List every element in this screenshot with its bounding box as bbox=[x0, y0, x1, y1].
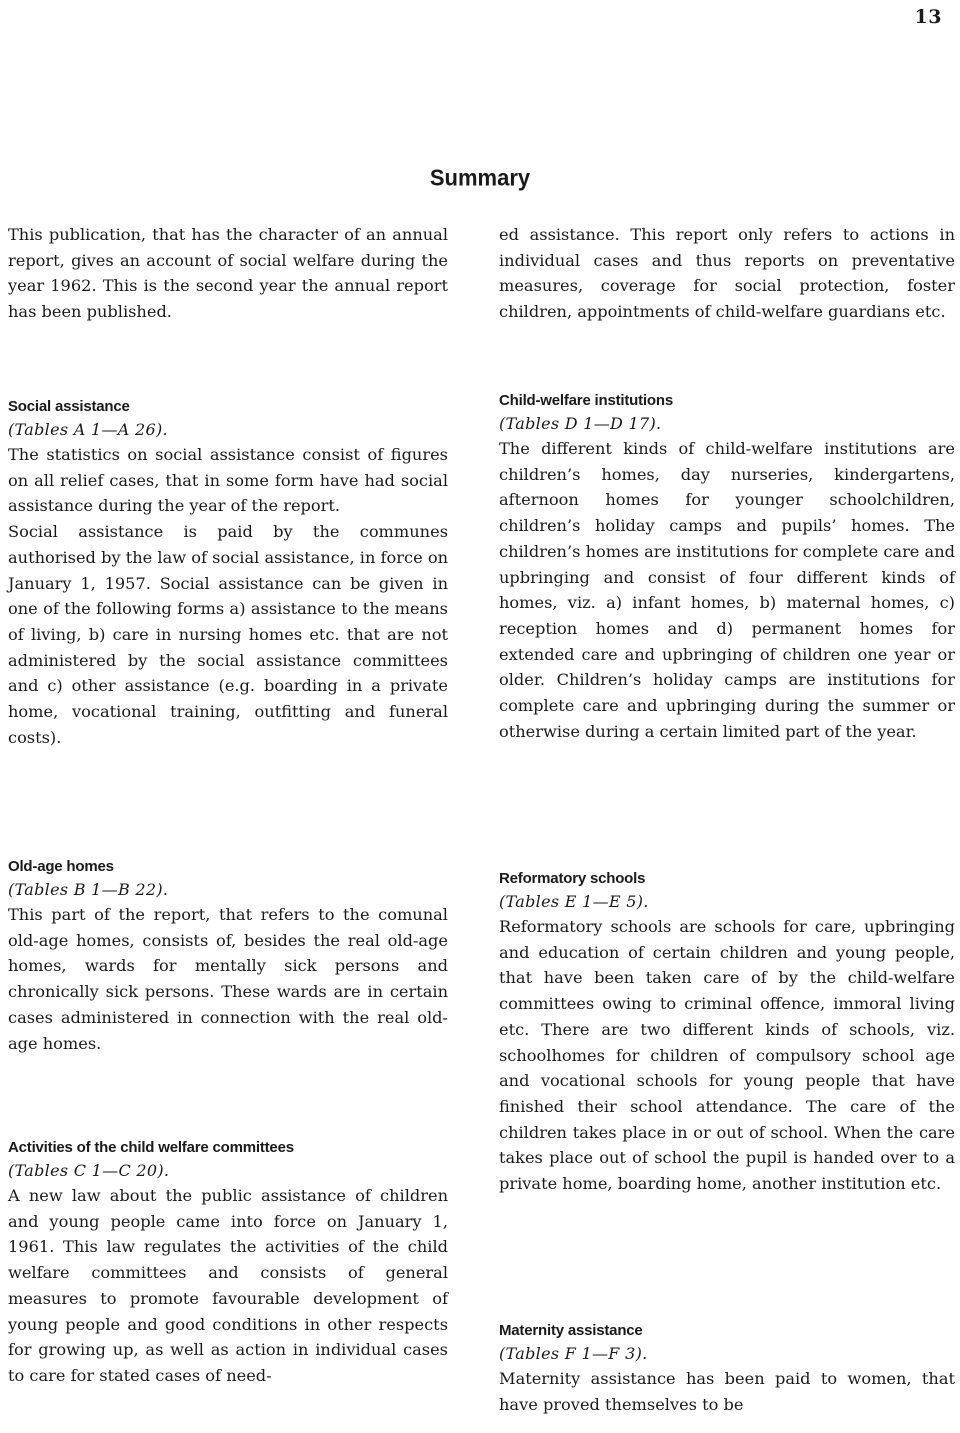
continuation-paragraph: ed assistance. This report only refers to actions in individual cases and thus reports on preventative measures, coverage for social protection, foster children, appointments of child-welfare guardians etc. bbox=[499, 225, 955, 322]
social-assistance-para-2: Social assistance is paid by the communes authorised by the law of social assistance, in force on January 1, 1957. Social assistance can be given in one of the following forms a) assistance to the means of living, b) care in nursing homes etc. that are not administered by the social assistance committees and c) other assistance (e.g. boarding in a private home, vocational training, outfitting and funeral costs). bbox=[8, 522, 448, 747]
maternity-assistance-tables: (Tables F 1—F 3). bbox=[499, 1344, 648, 1363]
old-age-homes-section bbox=[8, 856, 448, 1056]
child-welfare-committees-heading: Activities of the child welfare committees bbox=[8, 1139, 294, 1156]
old-age-homes-para-1: This part of the report, that refers to the comunal old-age homes, consists of, besides the real old-age homes, wards for mentally sick persons and chronically sick persons. These wards are in certain cases administered in connection with the real old-age homes. bbox=[8, 905, 448, 1053]
continuation-section bbox=[499, 222, 955, 325]
social-assistance-section bbox=[8, 396, 448, 750]
child-welfare-institutions-section bbox=[499, 390, 955, 744]
reformatory-schools-para-1: Reformatory schools are schools for care, upbringing and education of certain children and young people, that have been taken care of by the child-welfare committees owing to criminal offence, immoral living etc. There are two different kinds of schools, viz. schoolhomes for children of compulsory school age and vocational schools for young people that have finished their school attendance. The care of the children takes place in or out of school. When the care takes place out of school the pupil is handed over to a private home, boarding home, another institution etc. bbox=[499, 917, 955, 1194]
social-assistance-tables: (Tables A 1—A 26). bbox=[8, 420, 168, 439]
social-assistance-para-1: The statistics on social assistance consist of figures on all relief cases, that in some form have had social assistance during the year of the report. bbox=[8, 445, 448, 516]
intro-section bbox=[8, 222, 448, 325]
maternity-assistance-section bbox=[499, 1320, 955, 1417]
reformatory-schools-section bbox=[499, 868, 955, 1197]
child-welfare-institutions-tables: (Tables D 1—D 17). bbox=[499, 414, 662, 433]
reformatory-schools-heading: Reformatory schools bbox=[499, 870, 646, 887]
child-welfare-committees-tables: (Tables C 1—C 20). bbox=[8, 1161, 170, 1180]
child-welfare-institutions-para-1: The different kinds of child-welfare institutions are children’s homes, day nurseries, kindergartens, afternoon homes for younger schoolchildren, children’s holiday camps and pupils’ homes. The children’s homes are institutions for complete care and upbringing and consist of four different kinds of homes, viz. a) infant homes, b) maternal homes, c) reception homes and d) permanent homes for extended care and upbringing of children one year or older. Children’s holiday camps are institutions for complete care and upbringing during the summer or otherwise during a certain limited part of the year. bbox=[499, 439, 955, 741]
page-title: Summary bbox=[429, 164, 531, 191]
social-assistance-heading: Social assistance bbox=[8, 398, 130, 415]
old-age-homes-tables: (Tables B 1—B 22). bbox=[8, 880, 169, 899]
child-welfare-committees-para-1: A new law about the public assistance of children and young people came into force on January 1, 1961. This law regulates the activities of the child welfare committees and consists of general measures to promote favourable development of young people and good conditions in other respects for growing up, as well as action in individual cases to care for stated cases of need- bbox=[8, 1186, 448, 1385]
child-welfare-committees-section bbox=[8, 1137, 448, 1389]
reformatory-schools-tables: (Tables E 1—E 5). bbox=[499, 892, 649, 911]
child-welfare-institutions-heading: Child-welfare institutions bbox=[499, 392, 673, 409]
intro-paragraph: This publication, that has the character of an annual report, gives an account of social welfare during the year 1962. This is the second year the annual report has been published. bbox=[8, 225, 448, 322]
page-number: 13 bbox=[914, 6, 942, 28]
maternity-assistance-heading: Maternity assistance bbox=[499, 1322, 643, 1339]
old-age-homes-heading: Old-age homes bbox=[8, 858, 114, 875]
maternity-assistance-para-1: Maternity assistance has been paid to women, that have proved themselves to be bbox=[499, 1369, 955, 1414]
